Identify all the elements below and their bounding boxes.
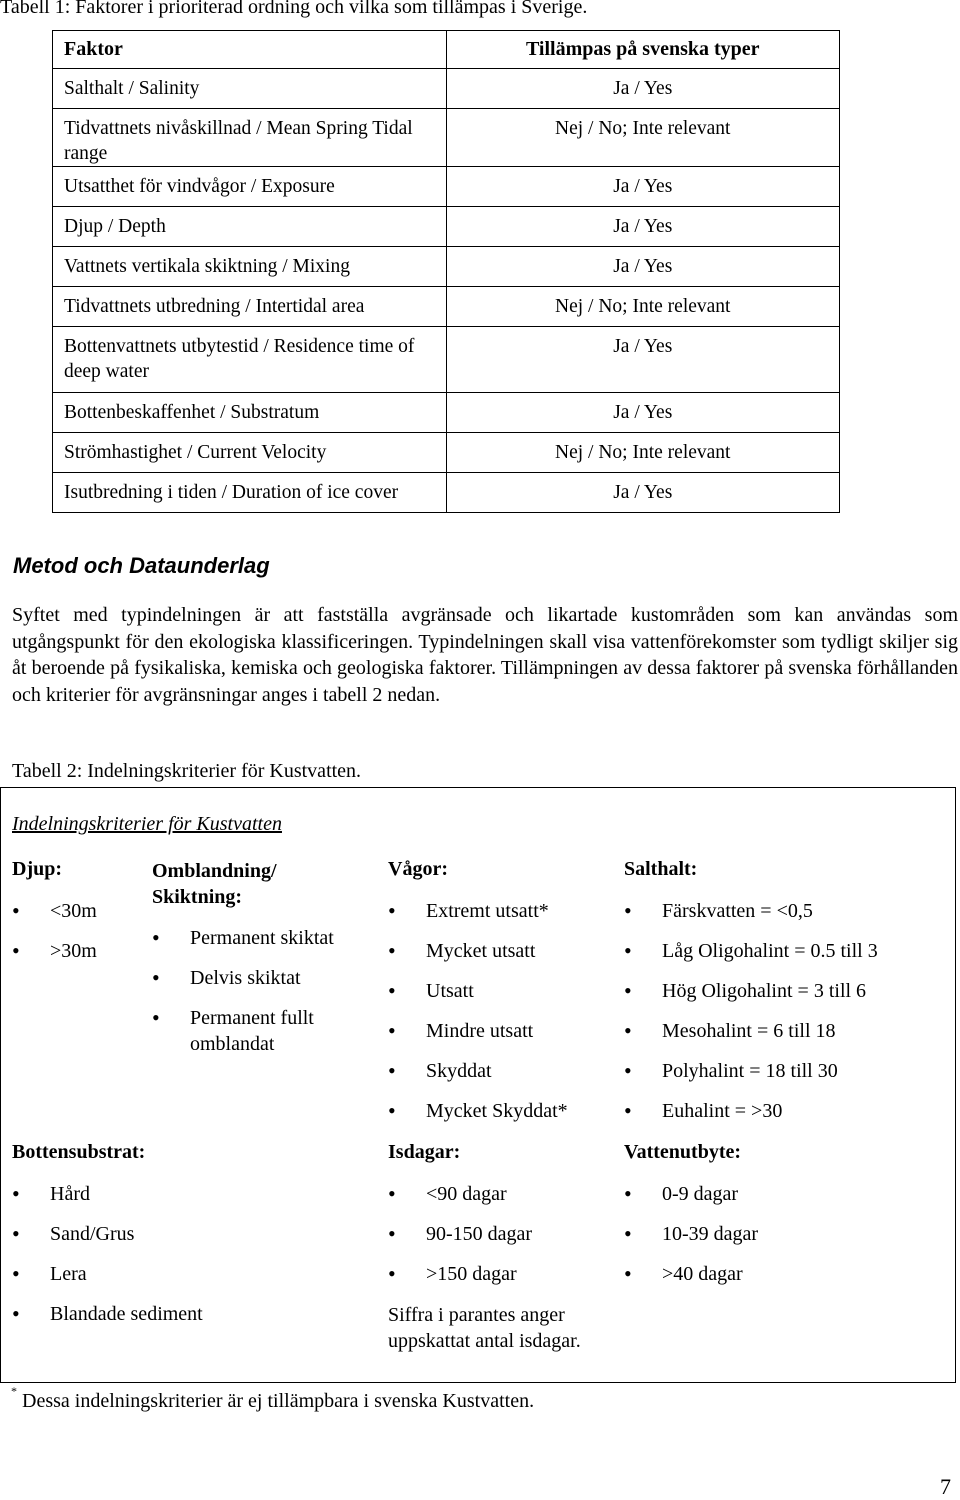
list-item: • Permanent skiktat — [152, 925, 367, 951]
applied-text: Ja / Yes — [613, 176, 673, 197]
applied-cell — [446, 287, 840, 327]
list-item: • Mindre utsatt — [388, 1018, 618, 1044]
factor-text: Salthalt / Salinity — [64, 78, 200, 99]
factor-cell — [53, 433, 447, 473]
factor-text: Tidvattnets nivåskillnad / Mean Spring Tidal range — [64, 118, 413, 164]
isdagar-label: Isdagar: — [388, 1141, 461, 1163]
list-item: • Blandade sediment — [12, 1301, 342, 1327]
table-row — [53, 69, 840, 109]
applied-text: Ja / Yes — [613, 482, 673, 503]
applied-cell — [446, 69, 840, 109]
table-row — [53, 327, 840, 393]
factor-text: Tidvattnets utbredning / Intertidal area — [64, 296, 365, 317]
vattenutbyte-list — [624, 1181, 944, 1301]
table-row — [53, 393, 840, 433]
factor-text: Strömhastighet / Current Velocity — [64, 442, 327, 463]
vagor-label: Vågor: — [388, 858, 448, 880]
table2-title: Indelningskriterier för Kustvatten — [12, 813, 282, 835]
factor-cell — [53, 109, 447, 167]
list-item: • Utsatt — [388, 978, 618, 1004]
factor-cell — [53, 69, 447, 109]
salthalt-label: Salthalt: — [624, 858, 698, 880]
factor-cell — [53, 167, 447, 207]
table1-caption: Tabell 1: Faktorer i prioriterad ordning och vilka som tillämpas i Sverige. — [0, 0, 588, 18]
list-item: • Färskvatten = <0,5 — [624, 898, 944, 924]
vattenutbyte-label: Vattenutbyte: — [624, 1141, 742, 1163]
vagor-list — [388, 898, 618, 1138]
factor-cell — [53, 393, 447, 433]
list-item: • <90 dagar — [388, 1181, 618, 1207]
isdagar-list — [388, 1181, 618, 1301]
list-item: • Hög Oligohalint = 3 till 6 — [624, 978, 944, 1004]
factor-text: Djup / Depth — [64, 216, 166, 237]
list-item: • Skyddat — [388, 1058, 618, 1084]
header-factor: Faktor — [53, 31, 447, 69]
list-item: • Lera — [12, 1261, 342, 1287]
applied-cell — [446, 247, 840, 287]
list-item: • Mycket Skyddat* — [388, 1098, 618, 1124]
table-row — [53, 433, 840, 473]
footnote-mark: * — [11, 1384, 17, 1398]
table-row — [53, 207, 840, 247]
bottensubstrat-list — [12, 1181, 342, 1341]
factor-cell — [53, 473, 447, 513]
factor-text: Bottenbeskaffenhet / Substratum — [64, 402, 320, 423]
list-item: • Euhalint = >30 — [624, 1098, 944, 1124]
footnote-text: Dessa indelningskriterier är ej tillämpbara i svenska Kustvatten. — [22, 1390, 535, 1412]
list-item: • Mesohalint = 6 till 18 — [624, 1018, 944, 1044]
applied-text: Ja / Yes — [613, 336, 673, 357]
list-item: • Delvis skiktat — [152, 965, 367, 991]
list-item: • Extremt utsatt* — [388, 898, 618, 924]
table-row — [53, 473, 840, 513]
applied-cell — [446, 167, 840, 207]
section-heading: Metod och Dataunderlag — [13, 553, 270, 578]
applied-text: Ja / Yes — [613, 256, 673, 277]
factor-cell — [53, 287, 447, 327]
list-item: • 90-150 dagar — [388, 1221, 618, 1247]
list-item: • Sand/Grus — [12, 1221, 342, 1247]
applied-text: Ja / Yes — [613, 402, 673, 423]
page-number: 7 — [940, 1474, 951, 1499]
factor-text: Utsatthet för vindvågor / Exposure — [64, 176, 335, 197]
bottensubstrat-label: Bottensubstrat: — [12, 1141, 146, 1163]
list-item: • Permanent fullt omblandat — [152, 1005, 367, 1057]
list-item: • >40 dagar — [624, 1261, 944, 1287]
applied-cell — [446, 327, 840, 393]
applied-cell — [446, 433, 840, 473]
factor-text: Vattnets vertikala skiktning / Mixing — [64, 256, 350, 277]
applied-cell — [446, 473, 840, 513]
list-item: • 10-39 dagar — [624, 1221, 944, 1247]
factor-cell — [53, 207, 447, 247]
applied-cell — [446, 207, 840, 247]
list-item: • Låg Oligohalint = 0.5 till 3 — [624, 938, 944, 964]
list-item: • >30m — [12, 938, 132, 964]
table-row — [53, 247, 840, 287]
list-item: • >150 dagar — [388, 1261, 618, 1287]
applied-cell — [446, 109, 840, 167]
table2-caption: Tabell 2: Indelningskriterier för Kustvatten. — [12, 760, 362, 782]
applied-text: Nej / No; Inte relevant — [555, 296, 731, 317]
applied-text: Nej / No; Inte relevant — [555, 442, 731, 463]
factor-table — [52, 30, 840, 513]
table-row — [53, 287, 840, 327]
footnote — [11, 1384, 535, 1413]
header-applied: Tillämpas på svenska typer — [446, 31, 840, 69]
factor-cell — [53, 327, 447, 393]
applied-text: Nej / No; Inte relevant — [555, 118, 731, 139]
list-item: • Polyhalint = 18 till 30 — [624, 1058, 944, 1084]
applied-text: Ja / Yes — [613, 78, 673, 99]
djup-list — [12, 898, 132, 978]
section-paragraph: Syftet med typindelningen är att fastställa avgränsade och likartade kustområden som kan användas som utgångspunkt för den ekologiska klassificeringen. Typindelningen skall visa vattenförekomster som tydligt skiljer sig åt beroende på fysikaliska, kemiska och geologiska faktorer. Tillämpningen av dessa faktorer på svenska förhållanden och kriterier för avgränsningar anges i tabell 2 nedan. — [12, 604, 958, 706]
omblandning-list — [152, 925, 367, 1071]
list-item: • Hård — [12, 1181, 342, 1207]
table-row — [53, 167, 840, 207]
applied-text: Ja / Yes — [613, 216, 673, 237]
salthalt-list — [624, 898, 944, 1138]
applied-cell — [446, 393, 840, 433]
list-item: • 0-9 dagar — [624, 1181, 944, 1207]
djup-label: Djup: — [12, 858, 63, 880]
isdagar-note: Siffra i parantes anger uppskattat antal isdagar. — [388, 1304, 581, 1352]
list-item: • <30m — [12, 898, 132, 924]
factor-text: Isutbredning i tiden / Duration of ice cover — [64, 482, 399, 503]
factor-text: Bottenvattnets utbytestid / Residence time of deep water — [64, 336, 415, 382]
table-row — [53, 109, 840, 167]
list-item: • Mycket utsatt — [388, 938, 618, 964]
omblandning-label: Omblandning/ Skiktning: — [152, 860, 277, 908]
factor-cell — [53, 247, 447, 287]
